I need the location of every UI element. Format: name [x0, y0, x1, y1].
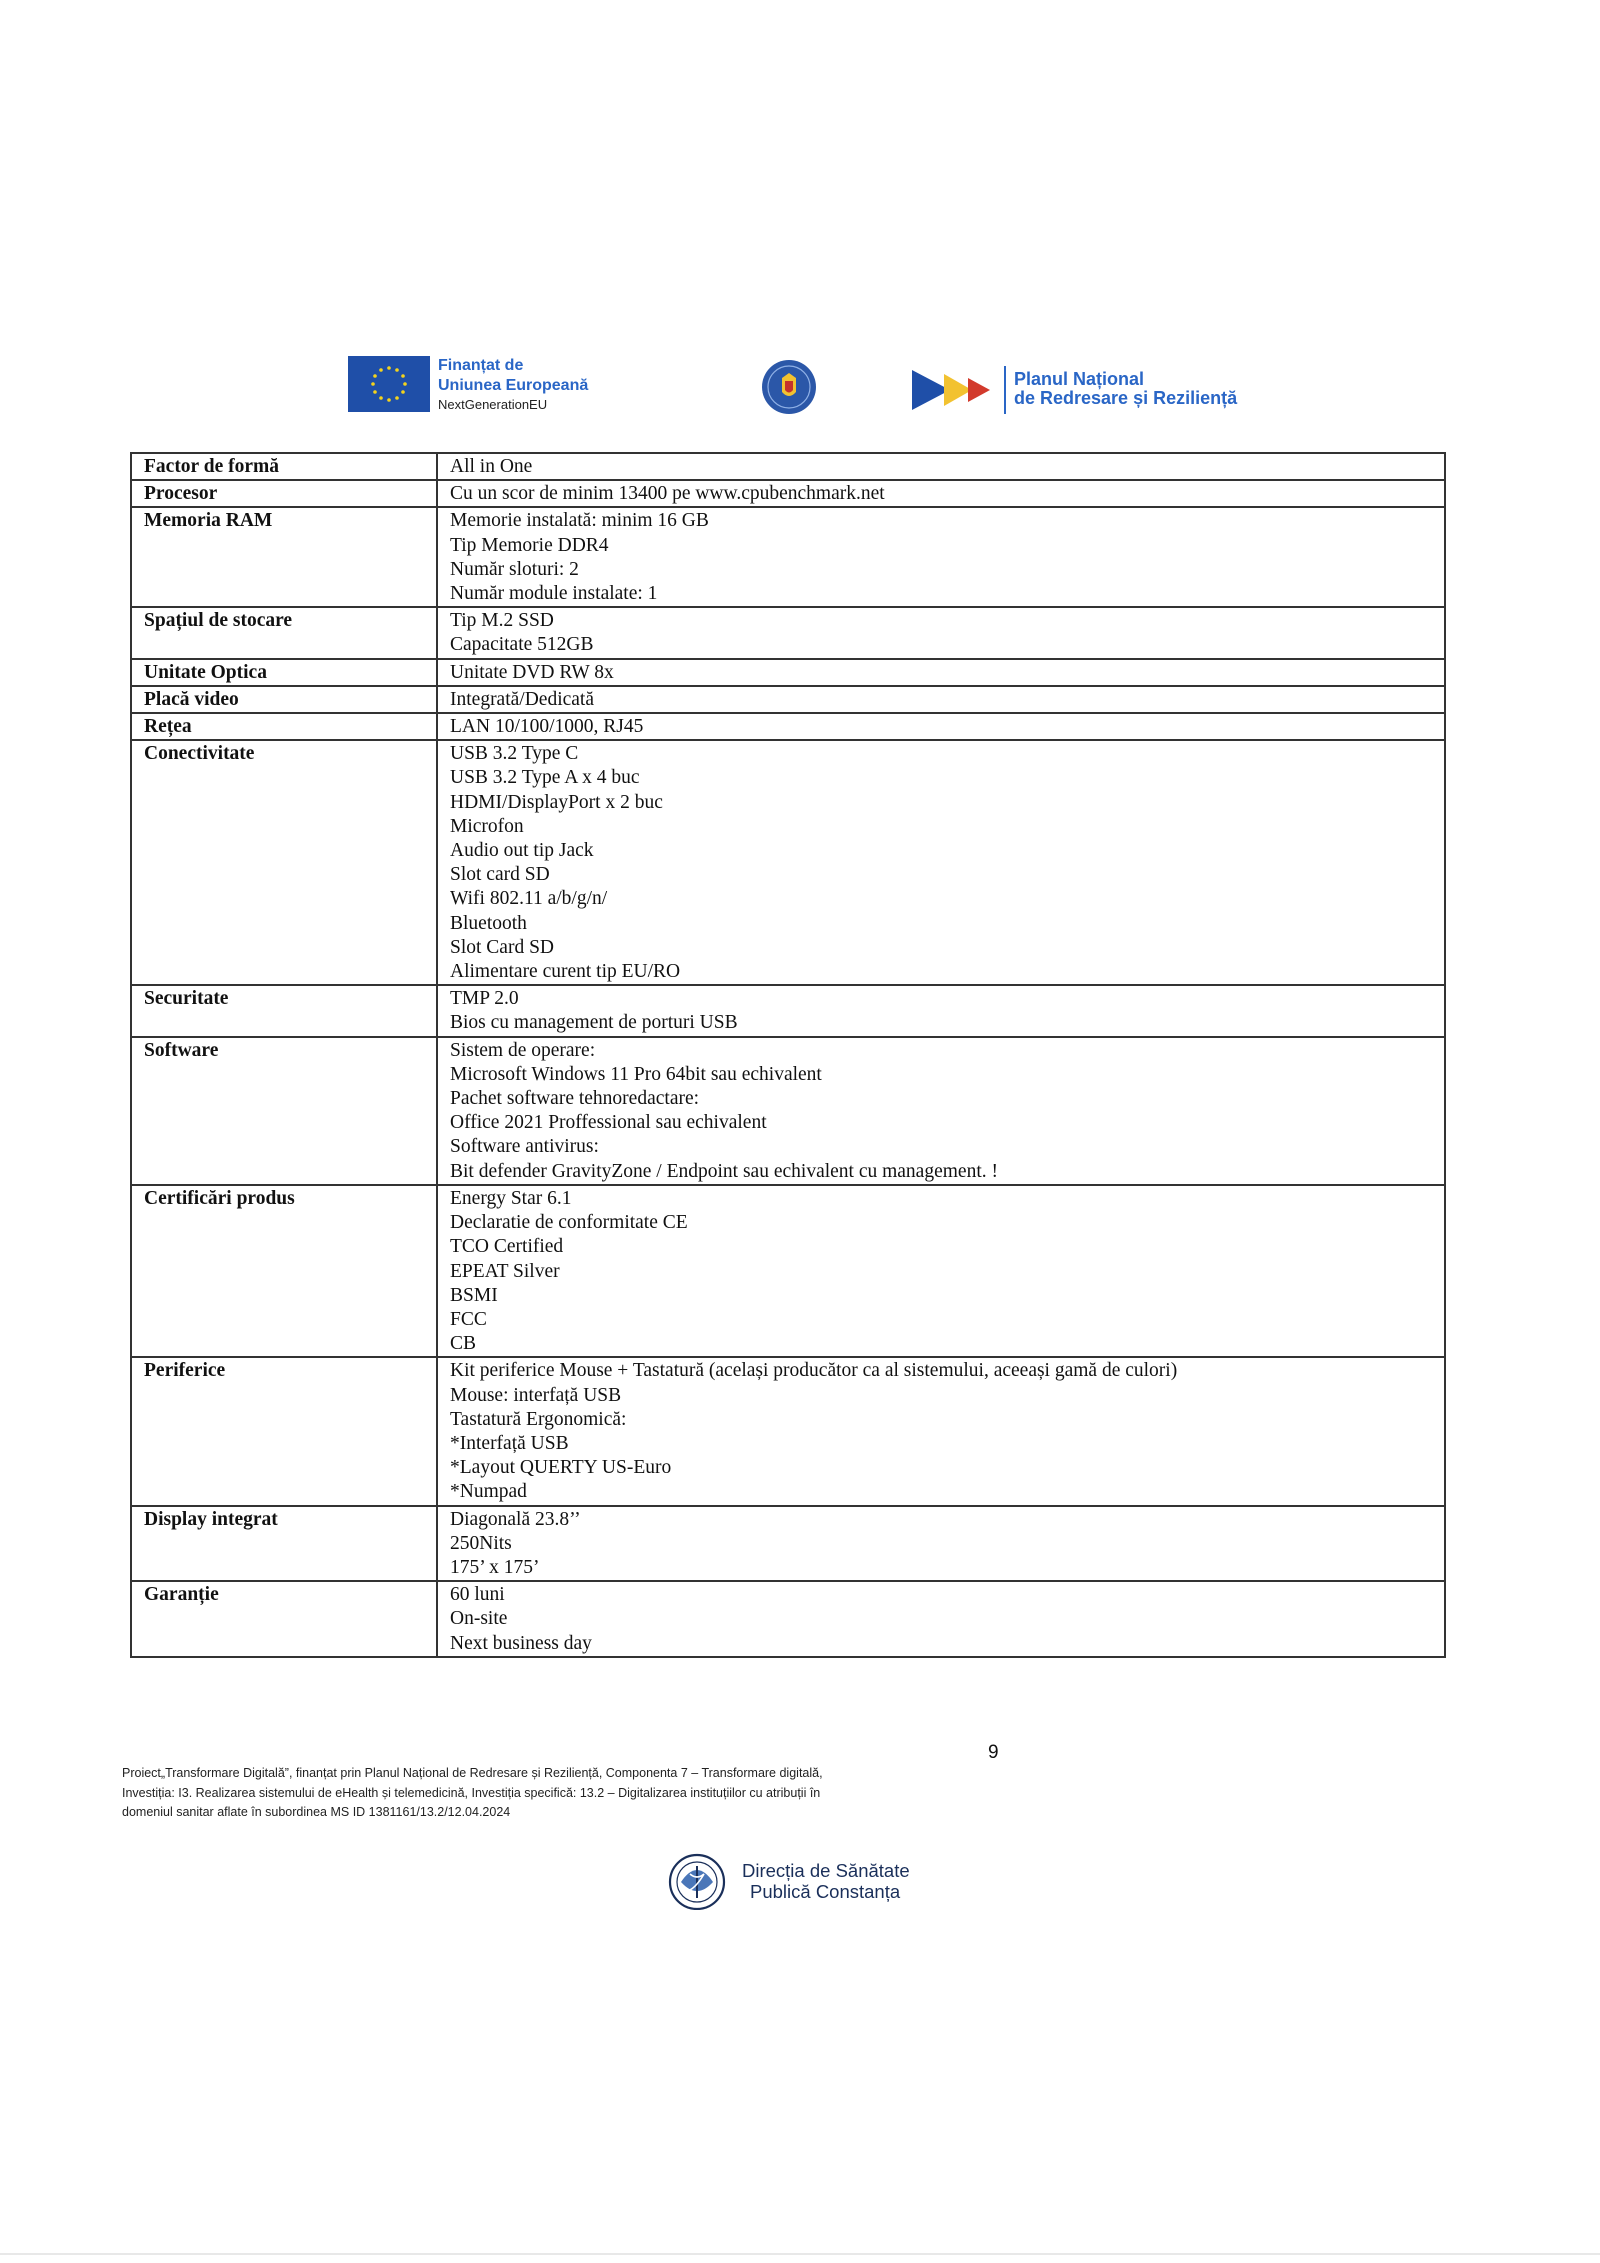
spec-value-cell	[437, 985, 1445, 1036]
spec-label: Factor de formă	[131, 453, 437, 480]
spec-value-line: EPEAT Silver	[450, 1260, 560, 1282]
spec-value-line: LAN 10/100/1000, RJ45	[450, 716, 644, 738]
footnote-line: Investiția: I3. Realizarea sistemului de eHealth și telemedicină, Investiția specifică: 13.2 – Digitalizarea instituțiilor cu atribuții în	[122, 1785, 821, 1800]
dsp-line-2: Publică Constanța	[750, 1881, 901, 1902]
spec-value-line: Bluetooth	[450, 912, 527, 934]
spec-value-line: TMP 2.0	[450, 988, 519, 1010]
spec-value-line: *Numpad	[450, 1481, 527, 1503]
spec-row	[131, 1357, 1445, 1505]
spec-value-line: Număr sloturi: 2	[450, 558, 579, 580]
pnrr-line-2: de Redresare și Reziliență	[1014, 388, 1238, 408]
spec-table-body	[131, 453, 1445, 1657]
spec-label: Periferice	[131, 1357, 437, 1505]
spec-value-line: TCO Certified	[450, 1236, 564, 1258]
spec-value-line: Software antivirus:	[450, 1136, 599, 1158]
spec-value-line: *Interfață USB	[450, 1432, 569, 1454]
spec-row	[131, 659, 1445, 686]
spec-value-line: Slot Card SD	[450, 936, 555, 958]
spec-value-line: Număr module instalate: 1	[450, 583, 658, 605]
spec-value-line: Tip Memorie DDR4	[450, 534, 609, 556]
spec-row	[131, 480, 1445, 507]
romania-government-seal-icon	[760, 358, 818, 416]
spec-value-line: BSMI	[450, 1284, 498, 1306]
eu-flag-icon	[348, 356, 430, 412]
spec-value-cell	[437, 607, 1445, 658]
spec-value-line: Microfon	[450, 815, 524, 837]
footnote-line: domeniul sanitar aflate în subordinea MS ID 1381161/13.2/12.04.2024	[122, 1805, 511, 1819]
spec-value-line: Diagonală 23.8’’	[450, 1508, 581, 1530]
spec-value-line: On-site	[450, 1608, 508, 1630]
spec-value-cell	[437, 1506, 1445, 1582]
spec-label: Memoria RAM	[131, 507, 437, 607]
spec-value-line: HDMI/DisplayPort x 2 buc	[450, 791, 663, 813]
spec-row	[131, 1037, 1445, 1185]
spec-value-cell	[437, 1581, 1445, 1657]
dsp-line-1: Direcția de Sănătate	[742, 1860, 910, 1881]
spec-value-line: Mouse: interfață USB	[450, 1384, 622, 1406]
spec-value-cell	[437, 1185, 1445, 1357]
pnrr-text	[1014, 370, 1237, 408]
spec-value-cell	[437, 713, 1445, 740]
spec-row	[131, 507, 1445, 607]
spec-value-line: Pachet software tehnoredactare:	[450, 1088, 700, 1110]
spec-value-line: All in One	[450, 456, 533, 477]
spec-label: Placă video	[131, 686, 437, 713]
spec-value-cell	[437, 686, 1445, 713]
spec-value-line: Capacitate 512GB	[450, 634, 594, 656]
spec-value-cell	[437, 1037, 1445, 1185]
eu-funding-text	[438, 356, 588, 414]
eu-line-1: Finanțat de	[438, 357, 524, 374]
spec-value-line: FCC	[450, 1308, 487, 1330]
scan-edge-divider	[0, 2253, 1600, 2255]
spec-value-line: *Layout QUERTY US-Euro	[450, 1457, 672, 1479]
spec-value-line: Microsoft Windows 11 Pro 64bit sau echivalent	[450, 1063, 822, 1085]
spec-label: Unitate Optica	[131, 659, 437, 686]
spec-row	[131, 686, 1445, 713]
spec-value-cell	[437, 659, 1445, 686]
eu-line-3: NextGenerationEU	[438, 397, 548, 412]
spec-value-line: Integrată/Dedicată	[450, 688, 594, 710]
spec-value-line: Office 2021 Proffessional sau echivalent	[450, 1112, 767, 1134]
spec-label: Garanție	[131, 1581, 437, 1657]
spec-value-cell	[437, 740, 1445, 985]
pnrr-line-1: Planul Național	[1014, 369, 1145, 389]
spec-row	[131, 607, 1445, 658]
spec-value-line: Wifi 802.11 a/b/g/n/	[450, 888, 608, 910]
eu-line-2: Uniunea Europeană	[438, 377, 589, 394]
spec-value-line: Memorie instalată: minim 16 GB	[450, 510, 709, 532]
spec-label: Display integrat	[131, 1506, 437, 1582]
pnrr-arrows-icon	[910, 364, 1010, 416]
page-number: 9	[988, 1742, 999, 1763]
dsp-constanta-seal-icon	[654, 1852, 740, 1910]
spec-value-cell	[437, 507, 1445, 607]
spec-value-line: Next business day	[450, 1632, 592, 1654]
spec-value-line: Alimentare curent tip EU/RO	[450, 961, 681, 983]
spec-value-line: 250Nits	[450, 1532, 512, 1554]
spec-label: Procesor	[131, 480, 437, 507]
spec-value-line: Slot card SD	[450, 864, 550, 886]
spec-value-line: USB 3.2 Type A x 4 buc	[450, 767, 640, 789]
spec-label: Software	[131, 1037, 437, 1185]
spec-label: Spațiul de stocare	[131, 607, 437, 658]
spec-value-line: Tip M.2 SSD	[450, 610, 554, 632]
spec-label: Rețea	[131, 713, 437, 740]
spec-value-cell	[437, 453, 1445, 480]
spec-row	[131, 453, 1445, 480]
spec-value-line: Declaratie de conformitate CE	[450, 1212, 688, 1234]
spec-table	[130, 452, 1446, 1658]
spec-row	[131, 713, 1445, 740]
spec-label: Certificări produs	[131, 1185, 437, 1357]
spec-label: Conectivitate	[131, 740, 437, 985]
spec-value-line: 175’ x 175’	[450, 1556, 540, 1578]
spec-row	[131, 1581, 1445, 1657]
spec-value-line: Audio out tip Jack	[450, 840, 594, 862]
spec-value-cell	[437, 480, 1445, 507]
spec-row	[131, 985, 1445, 1036]
spec-value-line: Unitate DVD RW 8x	[450, 661, 614, 683]
spec-value-line: 60 luni	[450, 1584, 505, 1606]
dsp-constanta-text	[742, 1860, 910, 1902]
spec-label: Securitate	[131, 985, 437, 1036]
spec-value-cell	[437, 1357, 1445, 1505]
footnote-line: Proiect„Transformare Digitală”, finanțat prin Planul Național de Redresare și Reziliență, Componenta 7 – Transformare digitală,	[122, 1766, 823, 1780]
project-footnote	[122, 1764, 1002, 1823]
spec-value-line: Kit periferice Mouse + Tastatură (același producător ca al sistemului, aceeași gamă de culori)	[450, 1360, 1178, 1382]
spec-value-line: Tastatură Ergonomică:	[450, 1408, 627, 1430]
spec-value-line: Bios cu management de porturi USB	[450, 1012, 738, 1034]
spec-value-line: Energy Star 6.1	[450, 1187, 572, 1209]
spec-value-line: USB 3.2 Type C	[450, 743, 579, 765]
spec-value-line: Cu un scor de minim 13400 pe www.cpubenchmark.net	[450, 483, 885, 505]
spec-row	[131, 1506, 1445, 1582]
spec-value-line: CB	[450, 1333, 477, 1355]
spec-value-line: Bit defender GravityZone / Endpoint sau echivalent cu management. !	[450, 1160, 998, 1182]
spec-value-line: Sistem de operare:	[450, 1039, 596, 1061]
spec-row	[131, 740, 1445, 985]
spec-row	[131, 1185, 1445, 1357]
